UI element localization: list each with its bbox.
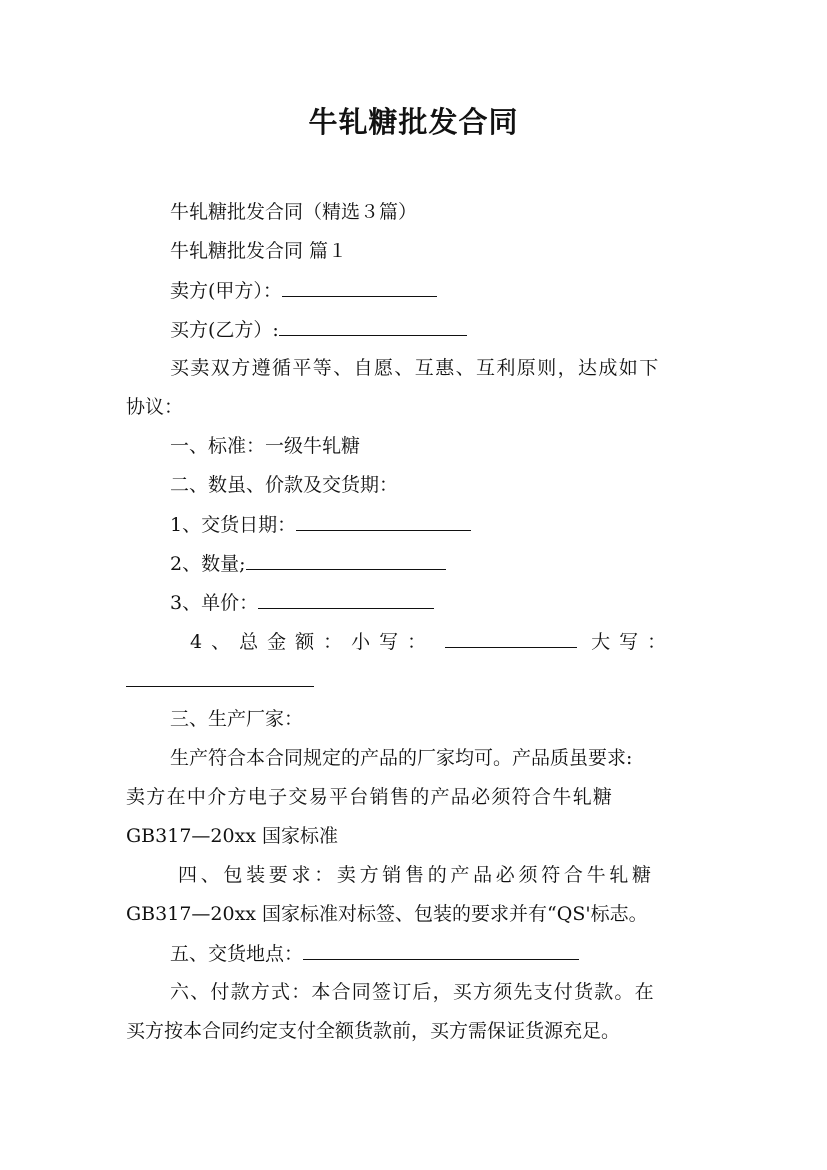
payment-text: 买方按本合同约定支付全额货款前，买方需保证货源充足。 — [126, 1020, 621, 1042]
paragraph-intro: 买卖双方遵循平等、自愿、互惠、互利原则，达成如下 — [170, 357, 660, 379]
delivery-place-label: 五、交货地点： — [170, 943, 304, 965]
delivery-date-line — [170, 510, 471, 539]
delivery-place-blank — [303, 939, 579, 960]
clause-manufacturer: 三、生产厂家： — [170, 708, 304, 730]
unit-price-line — [170, 588, 434, 617]
seller-label: 卖方(甲方）： — [170, 280, 282, 302]
delivery-date-label: 1、交货日期： — [170, 514, 297, 536]
paragraph-intro-cont: 协议： — [126, 396, 184, 418]
document-title: 牛轧糖批发合同 — [308, 105, 519, 139]
section-heading: 牛轧糖批发合同 篇１ — [170, 240, 348, 262]
quantity-line — [170, 549, 446, 578]
manufacturer-text-2: 卖方在中介方电子交易平台销售的产品必须符合牛轧糖 — [126, 786, 614, 808]
amount-lowercase-blank — [445, 627, 577, 648]
amount-uppercase-label: 大写： — [591, 631, 676, 653]
buyer-blank — [279, 315, 467, 336]
manufacturer-text-3: GB317—20xx 国家标准 — [126, 825, 339, 847]
quantity-blank — [246, 549, 446, 570]
clause-packaging: 四、包装要求：卖方销售的产品必须符合牛轧糖 — [178, 864, 655, 886]
seller-blank — [282, 276, 437, 297]
packaging-text: GB317—20xx 国家标准对标签、包装的要求并有“QS'标志。 — [126, 903, 648, 925]
unit-price-blank — [258, 588, 434, 609]
subtitle-line: 牛轧糖批发合同（精选３篇） — [170, 201, 418, 223]
delivery-date-blank — [296, 510, 471, 531]
clause-payment: 六、付款方式：本合同签订后，买方须先支付货款。在 — [170, 981, 655, 1003]
amount-uppercase-blank — [126, 666, 314, 687]
quantity-label: 2、数量; — [170, 553, 246, 575]
clause-standard: 一、标准：一级牛轧糖 — [170, 435, 361, 457]
manufacturer-text-1: 生产符合本合同规定的产品的厂家均可。产品质虽要求: — [170, 747, 633, 769]
clause-quantity-heading: 二、数虽、价款及交货期： — [170, 474, 399, 496]
buyer-line — [170, 315, 467, 344]
buyer-label: 买方(乙方）: — [170, 319, 279, 341]
total-amount-label: 4、总金额：小写： — [190, 631, 436, 653]
amount-uppercase-line — [126, 666, 314, 695]
seller-line — [170, 276, 437, 305]
unit-price-label: 3、单价： — [170, 592, 259, 614]
total-amount-line — [190, 627, 675, 656]
delivery-place-line — [170, 939, 579, 968]
